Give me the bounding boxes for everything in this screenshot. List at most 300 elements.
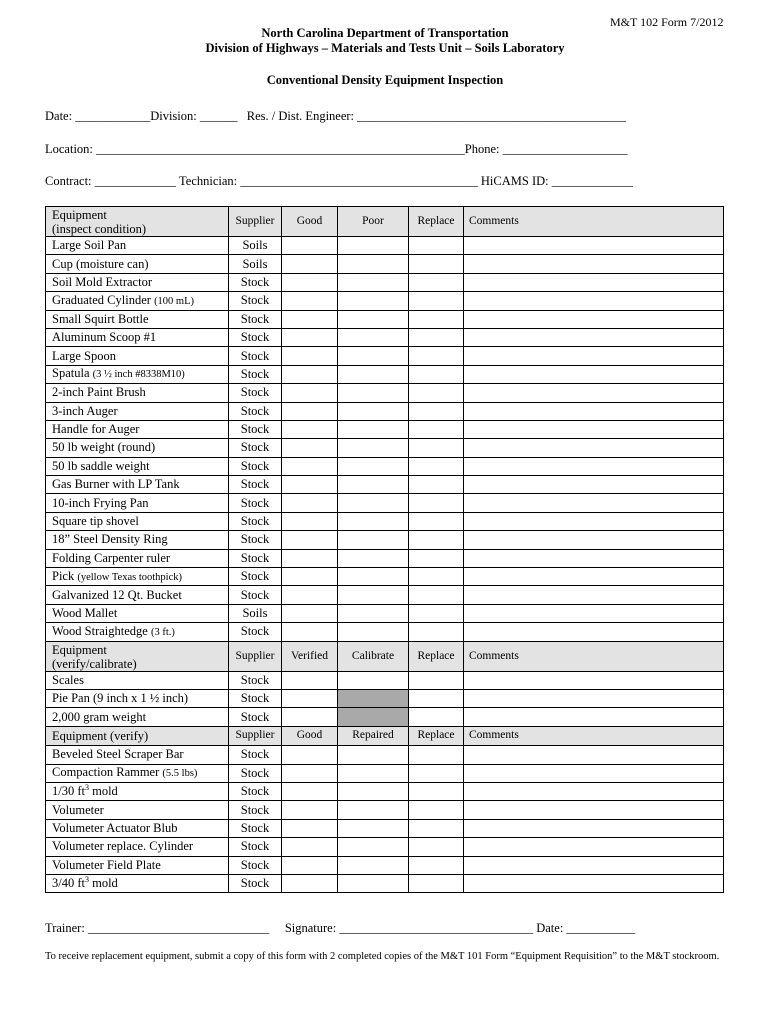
section-title <box>46 207 229 237</box>
check-box[interactable] <box>338 531 409 549</box>
check-box[interactable] <box>338 457 409 475</box>
signature-row <box>45 921 635 936</box>
form-title: Conventional Density Equipment Inspection <box>266 73 504 87</box>
supplier-cell: Stock <box>229 476 282 494</box>
check-box[interactable] <box>338 255 409 273</box>
equipment-name-text: Wood Mallet <box>52 606 118 620</box>
check-box[interactable] <box>409 764 464 782</box>
check-box[interactable] <box>338 292 409 310</box>
check-box[interactable] <box>409 782 464 800</box>
equipment-name-text: Compaction Rammer <box>52 765 160 780</box>
check-box[interactable] <box>409 819 464 837</box>
check-box[interactable] <box>282 384 338 402</box>
equipment-name <box>46 856 229 874</box>
check-box[interactable] <box>282 328 338 346</box>
equipment-name <box>46 365 229 383</box>
check-box[interactable] <box>282 402 338 420</box>
equipment-table <box>45 206 724 893</box>
supplier-cell: Stock <box>229 365 282 383</box>
supplier-cell: Stock <box>229 531 282 549</box>
equipment-name-text: Pie Pan (9 inch x 1 ½ inch) <box>52 691 189 706</box>
column-header: Replace <box>409 726 464 745</box>
check-box[interactable] <box>338 476 409 494</box>
column-header: Comments <box>464 207 724 237</box>
check-box[interactable] <box>282 801 338 819</box>
section-title-line1: Equipment (verify) <box>52 729 149 744</box>
equipment-name-superscript: 3 <box>84 874 89 884</box>
equipment-name <box>46 439 229 457</box>
check-box[interactable] <box>282 255 338 273</box>
engineer-field[interactable]: Res. / Dist. Engineer: ___________________________________________ <box>246 109 626 123</box>
equipment-note: (3 ½ inch #8338M10) <box>92 369 185 381</box>
check-box[interactable] <box>409 708 464 726</box>
check-box[interactable] <box>282 476 338 494</box>
equipment-row <box>46 310 724 328</box>
trainer-field[interactable]: Trainer: _____________________________ <box>45 921 270 935</box>
comments-cell[interactable] <box>464 292 724 310</box>
column-header: Poor <box>338 207 409 237</box>
supplier-cell: Soils <box>229 255 282 273</box>
check-box[interactable] <box>409 457 464 475</box>
check-box[interactable] <box>409 549 464 567</box>
equipment-row <box>46 838 724 856</box>
check-box[interactable] <box>409 292 464 310</box>
check-box[interactable] <box>282 819 338 837</box>
check-box[interactable] <box>282 604 338 622</box>
column-header: Comments <box>464 641 724 671</box>
division-heading: Division of Highways – Materials and Tests Unit – Soils Laboratory <box>205 41 565 55</box>
supplier-cell: Stock <box>229 586 282 604</box>
comments-cell[interactable] <box>464 671 724 689</box>
equipment-row <box>46 384 724 402</box>
check-box[interactable] <box>409 402 464 420</box>
comments-cell[interactable] <box>464 237 724 255</box>
check-box[interactable] <box>338 586 409 604</box>
equipment-name-text: Galvanized 12 Qt. Bucket <box>52 587 182 602</box>
equipment-name <box>46 531 229 549</box>
supplier-cell: Stock <box>229 568 282 586</box>
check-box[interactable] <box>282 838 338 856</box>
supplier-cell: Stock <box>229 347 282 365</box>
comments-cell[interactable] <box>464 531 724 549</box>
comments-cell[interactable] <box>464 623 724 641</box>
equipment-name <box>46 402 229 420</box>
check-box[interactable] <box>409 746 464 764</box>
check-box[interactable] <box>282 494 338 512</box>
supplier-cell: Stock <box>229 708 282 726</box>
column-header: Supplier <box>229 207 282 237</box>
check-box[interactable] <box>338 671 409 689</box>
signature-field[interactable]: Signature: _______________________________ <box>284 921 534 935</box>
check-box[interactable] <box>409 439 464 457</box>
equipment-row <box>46 671 724 689</box>
technician-field[interactable]: Technician: ______________________________________ <box>179 174 478 188</box>
comments-cell[interactable] <box>464 801 724 819</box>
check-box[interactable] <box>282 856 338 874</box>
check-box[interactable] <box>282 764 338 782</box>
column-header: Replace <box>409 207 464 237</box>
check-box[interactable] <box>338 549 409 567</box>
equipment-name-text: Volumeter <box>52 802 104 817</box>
supplier-cell: Stock <box>229 384 282 402</box>
check-box[interactable] <box>409 531 464 549</box>
equipment-row <box>46 237 724 255</box>
location-row <box>45 142 628 157</box>
equipment-row <box>46 746 724 764</box>
check-box[interactable] <box>409 856 464 874</box>
check-box[interactable] <box>338 838 409 856</box>
blocked-cell <box>338 689 409 707</box>
equipment-name-text: 3/40 ft <box>52 876 85 891</box>
check-box[interactable] <box>282 347 338 365</box>
equipment-name-text: Small Squirt Bottle <box>52 311 149 326</box>
check-box[interactable] <box>282 874 338 892</box>
supplier-cell: Soils <box>229 604 282 622</box>
equipment-name-text: 50 lb saddle weight <box>52 458 150 473</box>
check-box[interactable] <box>338 494 409 512</box>
check-box[interactable] <box>282 782 338 800</box>
equipment-name-text: 2-inch Paint Brush <box>52 385 146 400</box>
comments-cell[interactable] <box>464 689 724 707</box>
equipment-name <box>46 604 229 622</box>
column-header: Supplier <box>229 726 282 745</box>
equipment-name <box>46 512 229 530</box>
equipment-name <box>46 237 229 255</box>
equipment-name <box>46 255 229 273</box>
equipment-name-text: 1/30 ft <box>52 784 85 799</box>
check-box[interactable] <box>409 801 464 819</box>
equipment-row <box>46 402 724 420</box>
comments-cell[interactable] <box>464 782 724 800</box>
supplier-cell: Stock <box>229 801 282 819</box>
comments-cell[interactable] <box>464 819 724 837</box>
comments-cell[interactable] <box>464 604 724 622</box>
equipment-name-text: Folding Carpenter ruler <box>52 550 171 565</box>
equipment-name <box>46 671 229 689</box>
check-box[interactable] <box>409 512 464 530</box>
supplier-cell: Stock <box>229 292 282 310</box>
check-box[interactable] <box>409 255 464 273</box>
comments-cell[interactable] <box>464 255 724 273</box>
equipment-row <box>46 549 724 567</box>
equipment-row <box>46 819 724 837</box>
supplier-cell: Stock <box>229 874 282 892</box>
check-box[interactable] <box>338 604 409 622</box>
comments-cell[interactable] <box>464 365 724 383</box>
check-box[interactable] <box>409 273 464 291</box>
comments-cell[interactable] <box>464 838 724 856</box>
column-header: Verified <box>282 641 338 671</box>
equipment-name <box>46 764 229 782</box>
equipment-row <box>46 708 724 726</box>
check-box[interactable] <box>338 782 409 800</box>
equipment-name <box>46 623 229 641</box>
comments-cell[interactable] <box>464 494 724 512</box>
equipment-name-text: Graduated Cylinder <box>52 292 151 307</box>
supplier-cell: Stock <box>229 838 282 856</box>
check-box[interactable] <box>409 310 464 328</box>
comments-cell[interactable] <box>464 402 724 420</box>
supplier-cell: Stock <box>229 764 282 782</box>
equipment-name-text: 10-inch Frying Pan <box>52 495 149 510</box>
check-box[interactable] <box>338 801 409 819</box>
contract-field[interactable]: Contract: _____________ <box>45 174 176 188</box>
comments-cell[interactable] <box>464 439 724 457</box>
supplier-cell: Stock <box>229 689 282 707</box>
equipment-row <box>46 365 724 383</box>
equipment-row <box>46 623 724 641</box>
check-box[interactable] <box>282 457 338 475</box>
check-box[interactable] <box>338 237 409 255</box>
signature-date-field[interactable]: Date: ___________ <box>536 921 636 935</box>
location-field[interactable]: Location: ___________________________________________________________ <box>45 142 465 156</box>
check-box[interactable] <box>282 568 338 586</box>
check-box[interactable] <box>282 586 338 604</box>
supplier-cell: Stock <box>229 512 282 530</box>
check-box[interactable] <box>338 273 409 291</box>
equipment-name-text: Scales <box>52 672 84 687</box>
equipment-row <box>46 512 724 530</box>
section-header-row <box>46 641 724 671</box>
check-box[interactable] <box>338 402 409 420</box>
supplier-cell: Stock <box>229 402 282 420</box>
equipment-name-text: Aluminum Scoop #1 <box>52 330 157 345</box>
supplier-cell: Stock <box>229 549 282 567</box>
equipment-row <box>46 782 724 800</box>
equipment-name <box>46 384 229 402</box>
date-field[interactable]: Date: ____________ <box>45 109 151 123</box>
equipment-name-superscript: 3 <box>84 782 89 792</box>
check-box[interactable] <box>338 420 409 438</box>
check-box[interactable] <box>338 623 409 641</box>
phone-field[interactable]: Phone: ____________________ <box>464 142 628 156</box>
check-box[interactable] <box>338 819 409 837</box>
section-title <box>46 641 229 671</box>
check-box[interactable] <box>409 237 464 255</box>
supplier-cell: Stock <box>229 310 282 328</box>
equipment-name <box>46 586 229 604</box>
comments-cell[interactable] <box>464 874 724 892</box>
equipment-name-text: Beveled Steel Scraper Bar <box>52 747 184 762</box>
blocked-cell <box>338 708 409 726</box>
equipment-name-suffix: mold <box>88 784 118 799</box>
equipment-name-text: Volumeter replace. Cylinder <box>52 839 194 854</box>
equipment-row <box>46 328 724 346</box>
comments-cell[interactable] <box>464 384 724 402</box>
check-box[interactable] <box>282 708 338 726</box>
equipment-name <box>46 292 229 310</box>
comments-cell[interactable] <box>464 512 724 530</box>
equipment-row <box>46 476 724 494</box>
equipment-name <box>46 549 229 567</box>
check-box[interactable] <box>409 328 464 346</box>
comments-cell[interactable] <box>464 476 724 494</box>
equipment-name-text: Handle for Auger <box>52 422 140 437</box>
supplier-cell: Stock <box>229 439 282 457</box>
equipment-note: (5.5 lbs) <box>162 768 198 780</box>
check-box[interactable] <box>338 328 409 346</box>
equipment-name-text: Pick <box>52 568 75 583</box>
check-box[interactable] <box>338 384 409 402</box>
check-box[interactable] <box>338 856 409 874</box>
column-header: Comments <box>464 726 724 745</box>
equipment-note: (3 ft.) <box>150 626 175 638</box>
section-title-line2: (inspect condition) <box>52 222 147 236</box>
check-box[interactable] <box>409 568 464 586</box>
equipment-name <box>46 708 229 726</box>
form-id: M&T 102 Form 7/2012 <box>610 15 724 29</box>
equipment-row <box>46 874 724 892</box>
equipment-name <box>46 689 229 707</box>
hicams-field[interactable]: HiCAMS ID: _____________ <box>480 174 633 188</box>
section-title <box>46 726 229 745</box>
comments-cell[interactable] <box>464 420 724 438</box>
equipment-row <box>46 801 724 819</box>
equipment-name-text: 3-inch Auger <box>52 403 118 418</box>
equipment-row <box>46 586 724 604</box>
comments-cell[interactable] <box>464 457 724 475</box>
equipment-row <box>46 689 724 707</box>
equipment-name-text: Spatula <box>52 366 90 381</box>
equipment-name <box>46 838 229 856</box>
division-field[interactable]: Division: ______ <box>150 109 238 123</box>
equipment-name-text: 50 lb weight (round) <box>52 440 156 455</box>
section-header-row <box>46 207 724 237</box>
equipment-name-suffix: mold <box>88 876 118 891</box>
equipment-row <box>46 273 724 291</box>
equipment-name <box>46 874 229 892</box>
equipment-name <box>46 273 229 291</box>
comments-cell[interactable] <box>464 347 724 365</box>
check-box[interactable] <box>338 568 409 586</box>
check-box[interactable] <box>282 237 338 255</box>
equipment-name <box>46 494 229 512</box>
supplier-cell: Stock <box>229 746 282 764</box>
check-box[interactable] <box>338 512 409 530</box>
comments-cell[interactable] <box>464 746 724 764</box>
equipment-note: (100 mL) <box>154 295 195 307</box>
check-box[interactable] <box>409 586 464 604</box>
check-box[interactable] <box>282 365 338 383</box>
equipment-name <box>46 746 229 764</box>
check-box[interactable] <box>338 347 409 365</box>
comments-cell[interactable] <box>464 549 724 567</box>
check-box[interactable] <box>409 874 464 892</box>
equipment-name <box>46 328 229 346</box>
equipment-name <box>46 420 229 438</box>
check-box[interactable] <box>338 874 409 892</box>
supplier-cell: Stock <box>229 856 282 874</box>
supplier-cell: Stock <box>229 623 282 641</box>
equipment-name <box>46 782 229 800</box>
comments-cell[interactable] <box>464 856 724 874</box>
comments-cell[interactable] <box>464 328 724 346</box>
equipment-name <box>46 801 229 819</box>
check-box[interactable] <box>338 439 409 457</box>
equipment-row <box>46 531 724 549</box>
equipment-note: (yellow Texas toothpick) <box>77 571 182 583</box>
check-box[interactable] <box>282 439 338 457</box>
check-box[interactable] <box>282 746 338 764</box>
equipment-row <box>46 604 724 622</box>
supplier-cell: Stock <box>229 328 282 346</box>
equipment-name-text: Gas Burner with LP Tank <box>52 477 180 492</box>
check-box[interactable] <box>282 273 338 291</box>
check-box[interactable] <box>282 512 338 530</box>
check-box[interactable] <box>409 494 464 512</box>
check-box[interactable] <box>409 623 464 641</box>
section-title-line2: (verify/calibrate) <box>52 656 137 671</box>
supplier-cell: Stock <box>229 819 282 837</box>
section-header-row <box>46 726 724 745</box>
check-box[interactable] <box>338 310 409 328</box>
check-box[interactable] <box>338 746 409 764</box>
check-box[interactable] <box>409 365 464 383</box>
equipment-name <box>46 819 229 837</box>
check-box[interactable] <box>409 347 464 365</box>
supplier-cell: Soils <box>229 237 282 255</box>
equipment-name <box>46 476 229 494</box>
check-box[interactable] <box>282 623 338 641</box>
equipment-name-text: Large Spoon <box>52 348 116 363</box>
check-box[interactable] <box>282 531 338 549</box>
comments-cell[interactable] <box>464 310 724 328</box>
equipment-row <box>46 568 724 586</box>
supplier-cell: Stock <box>229 457 282 475</box>
check-box[interactable] <box>409 476 464 494</box>
check-box[interactable] <box>282 549 338 567</box>
equipment-name-text: Volumeter Field Plate <box>52 857 161 872</box>
check-box[interactable] <box>409 838 464 856</box>
check-box[interactable] <box>409 604 464 622</box>
equipment-row <box>46 494 724 512</box>
check-box[interactable] <box>338 365 409 383</box>
comments-cell[interactable] <box>464 273 724 291</box>
equipment-row <box>46 457 724 475</box>
check-box[interactable] <box>409 420 464 438</box>
check-box[interactable] <box>338 764 409 782</box>
check-box[interactable] <box>282 292 338 310</box>
equipment-row <box>46 764 724 782</box>
equipment-name <box>46 568 229 586</box>
equipment-name-text: 2,000 gram weight <box>52 709 147 724</box>
comments-cell[interactable] <box>464 568 724 586</box>
equipment-row <box>46 347 724 365</box>
column-header: Replace <box>409 641 464 671</box>
equipment-row <box>46 292 724 310</box>
footer-note: To receive replacement equipment, submit a copy of this form with 2 completed copies of the M&T 101 Form “Equipment Requisition” to the M&T stockroom. <box>45 951 720 962</box>
check-box[interactable] <box>282 671 338 689</box>
column-header: Supplier <box>229 641 282 671</box>
check-box[interactable] <box>409 689 464 707</box>
check-box[interactable] <box>282 420 338 438</box>
equipment-name-text: 18” Steel Density Ring <box>52 532 168 547</box>
check-box[interactable] <box>409 384 464 402</box>
comments-cell[interactable] <box>464 708 724 726</box>
check-box[interactable] <box>409 671 464 689</box>
equipment-name-text: Volumeter Actuator Blub <box>52 820 178 835</box>
section-title-line1: Equipment <box>52 642 107 657</box>
equipment-name-text: Wood Straightedge <box>52 623 148 638</box>
supplier-cell: Stock <box>229 671 282 689</box>
column-header: Calibrate <box>338 641 409 671</box>
comments-cell[interactable] <box>464 764 724 782</box>
check-box[interactable] <box>282 689 338 707</box>
date-row <box>45 109 626 124</box>
equipment-name-text: Large Soil Pan <box>52 238 127 253</box>
comments-cell[interactable] <box>464 586 724 604</box>
check-box[interactable] <box>282 310 338 328</box>
